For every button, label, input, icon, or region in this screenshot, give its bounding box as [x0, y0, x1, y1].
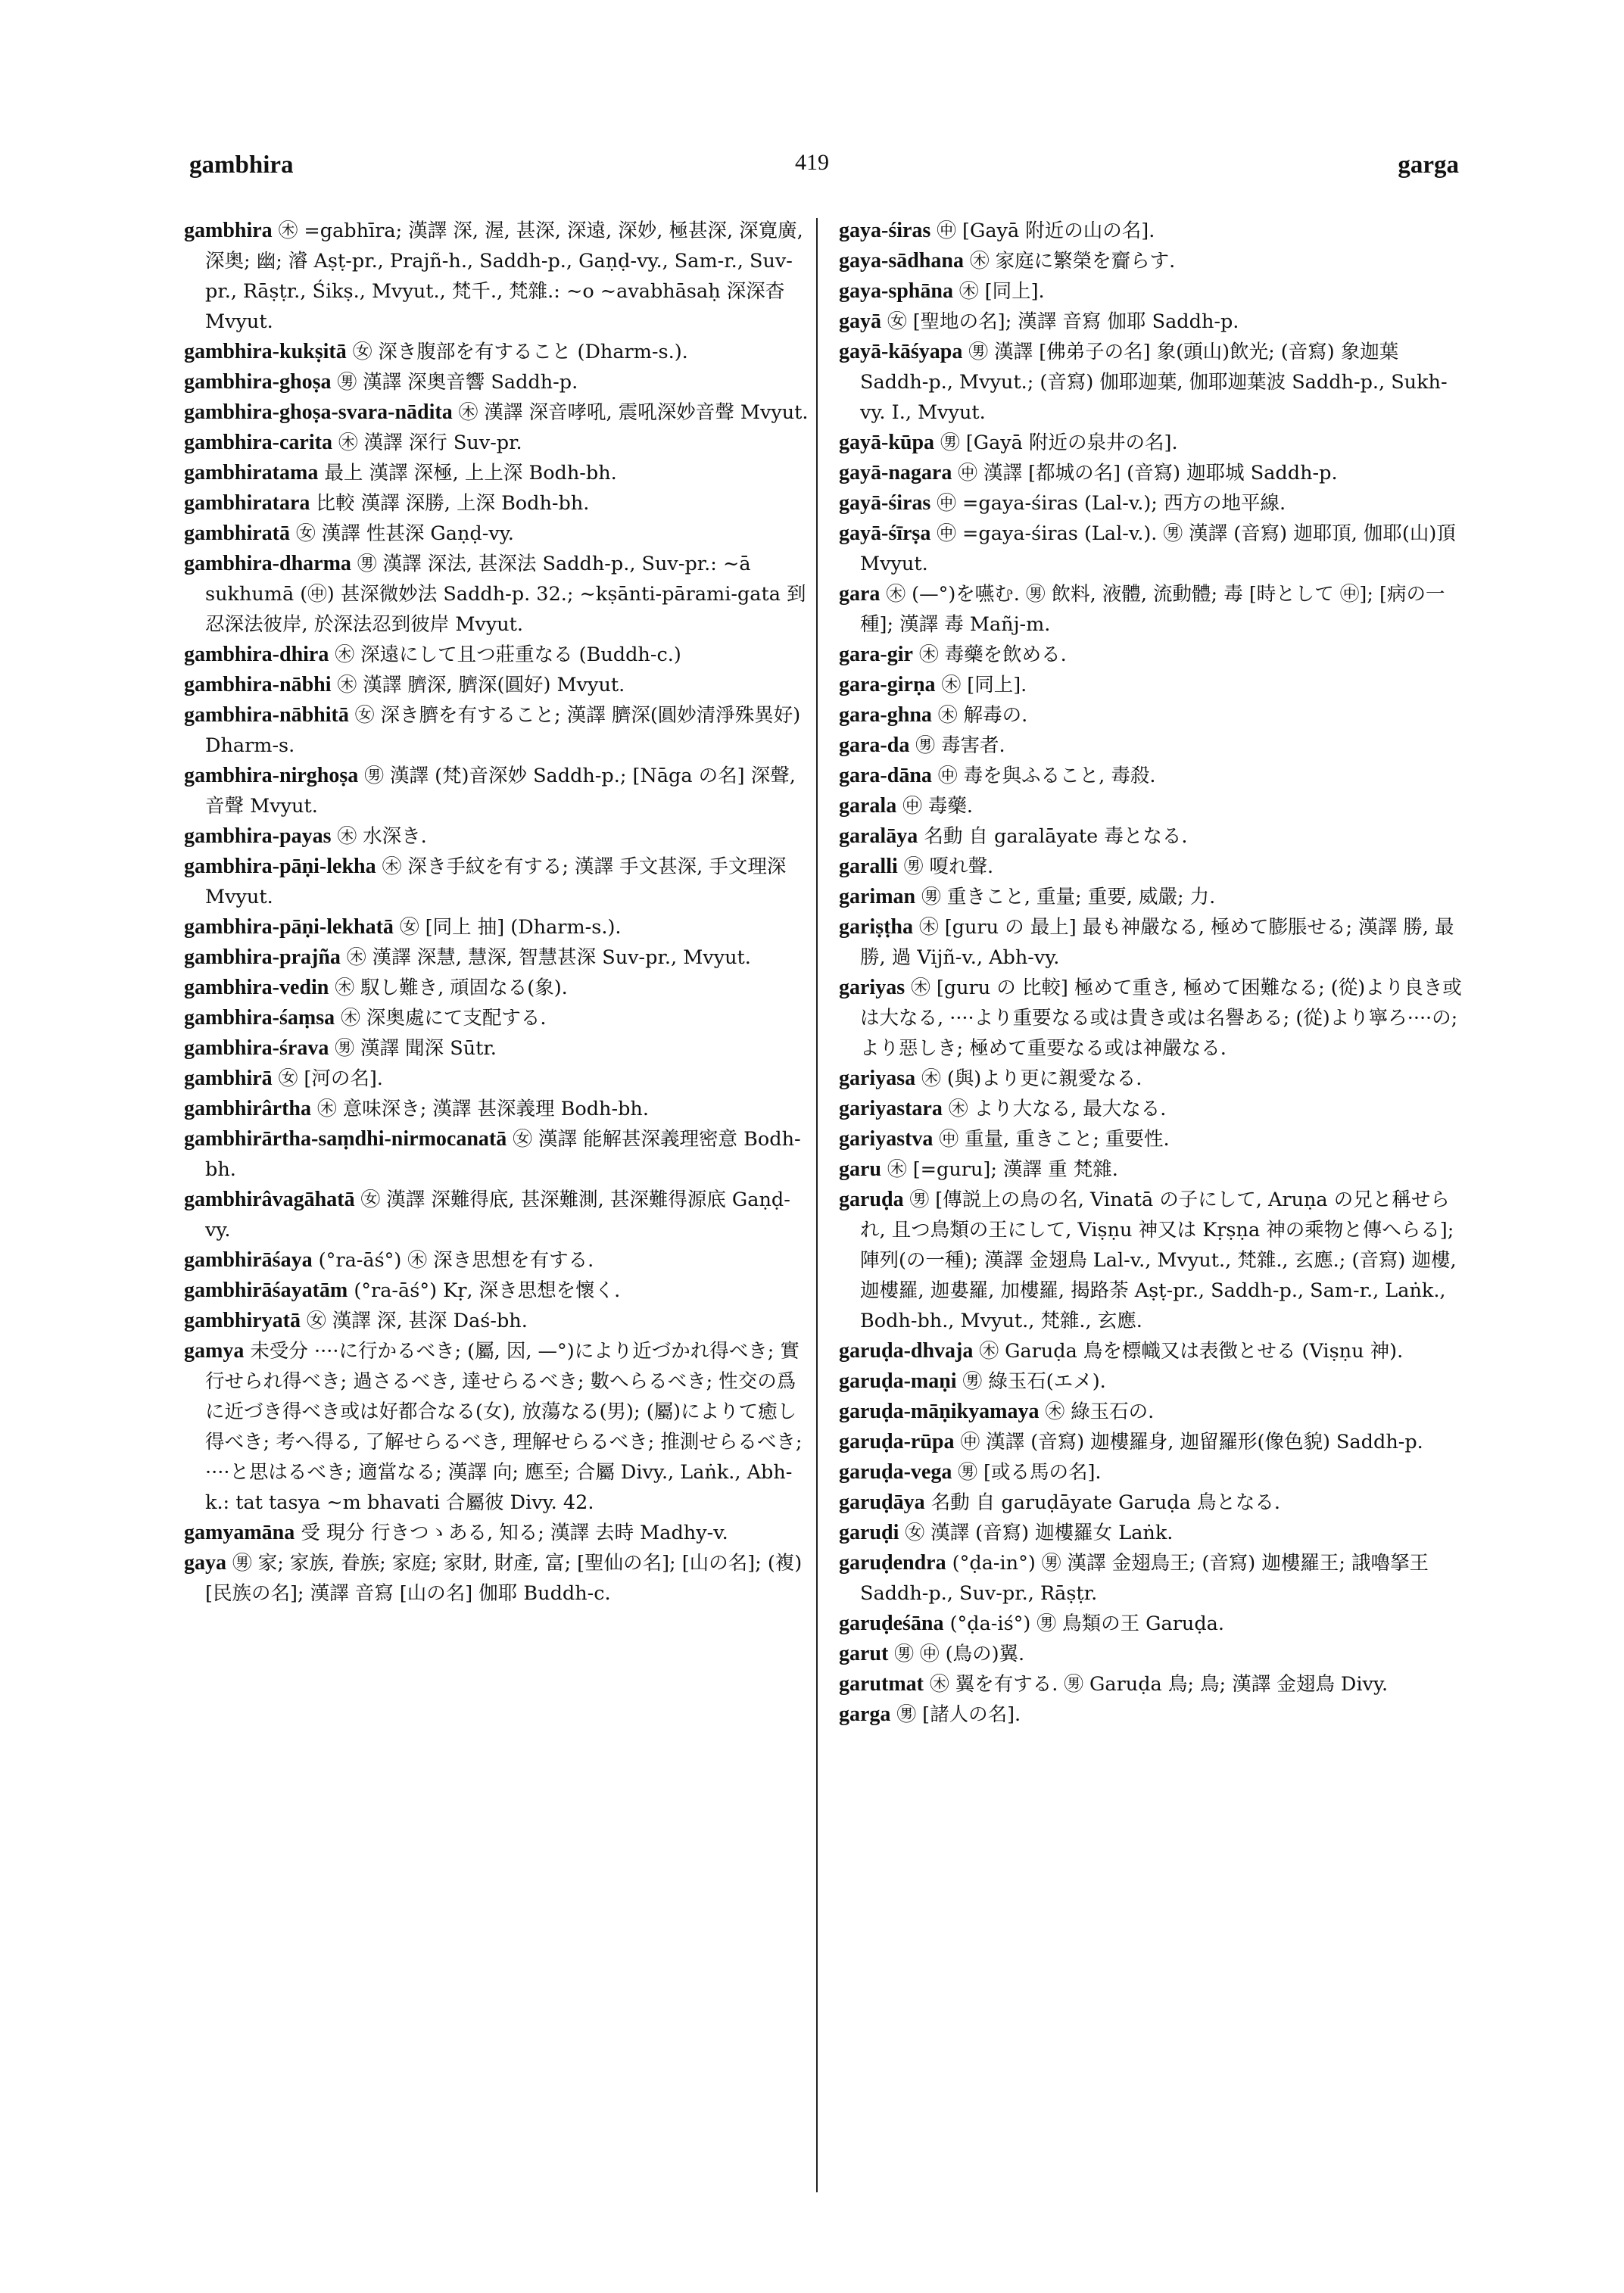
headword: garuḍeśāna: [839, 1612, 944, 1635]
dictionary-entry: [839, 1639, 1463, 1669]
entry-definition: (°ḍa-in°) ㊚ 漢譯 金翅鳥王; (音寫) 迦樓羅王; 誐嚕拏王 Saddh-p., Suv-pr., Rāṣṭr.: [860, 1552, 1429, 1605]
headword: gayā-śiras: [839, 491, 931, 515]
headword: gaya: [184, 1551, 226, 1575]
entry-definition: ㊛ 深き臍を有すること; 漢譯 臍深(圓妙清淨殊異好) Dharm-s.: [205, 704, 801, 757]
headword: gambhira-nirghoṣa: [184, 764, 359, 787]
headword: gayā-śīrṣa: [839, 522, 931, 545]
dictionary-entry: [184, 942, 809, 973]
entry-definition: ㊍ 深き手紋を有する; 漢譯 手文甚深, 手文理深 Mvyut.: [205, 855, 787, 908]
headword: garga: [839, 1703, 891, 1726]
dictionary-entry: [184, 549, 809, 640]
entry-definition: ㊍ [guru の 比較] 極めて重き, 極めて困難なる; (從)より良き或は大なる, ····より重要なる或は貴き或は名譽ある; (從)より寧ろ····の; より惡しき; 極めて重要なる或は神嚴なる.: [860, 977, 1462, 1060]
dictionary-entry: [839, 700, 1463, 731]
headword: gariyastara: [839, 1097, 943, 1120]
headword: garuḍendra: [839, 1551, 946, 1575]
entry-definition: ㊍ 翼を有する. ㊚ Garuḍa 鳥; 鳥; 漢譯 金翅鳥 Divy.: [923, 1673, 1389, 1696]
dictionary-entry: [184, 1548, 809, 1609]
entry-definition: ㊥ 重量, 重きこと; 重要性.: [933, 1128, 1170, 1151]
running-head-left: gambhira: [189, 151, 294, 179]
headword: gara-gir: [839, 643, 913, 666]
dictionary-entry: [839, 1366, 1463, 1397]
entry-definition: ㊍ 解毒の.: [931, 704, 1028, 727]
entry-definition: (°ḍa-iś°) ㊚ 鳥類の王 Garuḍa.: [943, 1612, 1224, 1635]
entry-definition: ㊍ (—°)を嚥む. ㊚ 飲料, 液體, 流動體; 毒 [時として ㊥]; [病の一種]; 漢譯 毒 Mañj-m.: [860, 583, 1445, 636]
dictionary-entry: [839, 821, 1463, 852]
headword: gara: [839, 582, 881, 606]
entry-definition: ㊍ 深奥處にて支配する.: [335, 1007, 547, 1030]
column-divider: [816, 218, 818, 2192]
entry-definition: ㊚ 漢譯 深法, 甚深法 Saddh-p., Suv-pr.: ∼ā sukhumā (㊥) 甚深微妙法 Saddh-p. 32.; ∼kṣānti-pārami-gata 到忍深法彼岸, 於深法忍到彼岸 Mvyut.: [205, 553, 806, 636]
headword: garuḍāya: [839, 1491, 925, 1514]
dictionary-entry: [184, 1064, 809, 1094]
headword: garut: [839, 1642, 889, 1665]
headword: gambhira-ghoṣa-svara-nādita: [184, 400, 453, 424]
dictionary-entry: [839, 1427, 1463, 1457]
headword: garala: [839, 794, 897, 818]
headword: garalāya: [839, 824, 918, 848]
entry-definition: ㊛ 漢譯 能解甚深義理密意 Bodh-bh.: [205, 1128, 801, 1181]
headword: gambhirā: [184, 1067, 273, 1090]
entry-definition: ㊍ 漢譯 深行 Suv-pr.: [332, 431, 522, 454]
headword: gambhira: [184, 219, 273, 242]
headword: gambhirārtha-saṃdhi-nirmocanatā: [184, 1127, 507, 1151]
entry-definition: ㊍ 漢譯 臍深, 臍深(圓好) Mvyut.: [331, 674, 625, 696]
dictionary-entry: [839, 1609, 1463, 1639]
headword: garuḍa-vega: [839, 1460, 952, 1484]
dictionary-entry: [839, 731, 1463, 761]
headword: gambhira-śrava: [184, 1036, 329, 1060]
headword: gariṣṭha: [839, 915, 913, 939]
headword: gamyamāna: [184, 1521, 295, 1544]
headword: gayā-kāśyapa: [839, 340, 963, 363]
entry-definition: ㊚ [傳説上の鳥の名, Vinatā の子にして, Aruṇa の兄と稱せられ, 且つ鳥類の王にして, Viṣṇu 神又は Kṛṣṇa 神の乘物と傳へらる]; 陣列(の一種); 漢譯 金翅鳥 Lal-v., Mvyut., 梵雜., 玄應.; (音寫) 迦樓, 迦樓羅, 迦婁羅, 加樓羅, 揭路荼 Aṣṭ-pr., Saddh-p., Sam-r., Laṅk., Bodh-bh., Mvyut., 梵雜., 玄應.: [860, 1189, 1457, 1332]
dictionary-entry: [839, 1397, 1463, 1427]
entry-definition: ㊚ ㊥ (鳥の)翼.: [888, 1643, 1025, 1665]
headword: garuḍa-rūpa: [839, 1430, 955, 1453]
entry-definition: ㊚ 漢譯 聞深 Sūtr.: [329, 1037, 497, 1060]
page-number: 419: [795, 150, 829, 175]
dictionary-entry: [184, 428, 809, 458]
entry-definition: ㊥ 漢譯 [都城の名] (音寫) 迦耶城 Saddh-p.: [952, 462, 1338, 484]
dictionary-entry: [839, 1457, 1463, 1488]
headword: gaya-sādhana: [839, 249, 964, 273]
entry-definition: ㊚ [或る馬の名].: [952, 1461, 1102, 1484]
dictionary-entry: [184, 488, 809, 519]
headword: gambhiryatā: [184, 1309, 301, 1332]
headword: gambhiratama: [184, 461, 319, 484]
dictionary-entry: [184, 852, 809, 912]
dictionary-entry: [839, 216, 1463, 246]
dictionary-entry: [839, 791, 1463, 821]
entry-definition: ㊚ 嗄れ聲.: [897, 855, 994, 878]
headword: gambhirârtha: [184, 1097, 311, 1120]
dictionary-entry: [839, 579, 1463, 640]
entry-definition: ㊚ 重きこと, 重量; 重要, 威嚴; 力.: [915, 886, 1216, 908]
headword: gambhirāśaya: [184, 1248, 313, 1272]
dictionary-entry: [184, 973, 809, 1003]
headword: gariyas: [839, 976, 906, 999]
headword: gambhira-dhira: [184, 643, 329, 666]
headword: gambhira-kukṣitā: [184, 340, 347, 363]
dictionary-entry: [184, 1003, 809, 1033]
dictionary-entry: [839, 640, 1463, 670]
entry-definition: ㊍ 毒藥を飲める.: [912, 643, 1067, 666]
dictionary-entry: [839, 307, 1463, 337]
dictionary-entry: [184, 1033, 809, 1064]
entry-definition: ㊍ Garuḍa 鳥を標幟又は表徴とせる (Viṣṇu 神).: [973, 1340, 1404, 1363]
entry-definition: ㊥ [Gayā 附近の山の名].: [930, 220, 1155, 242]
entry-definition: ㊍ 水深き.: [331, 825, 427, 848]
entry-definition: ㊚ 綠玉石(エメ).: [956, 1370, 1106, 1393]
dictionary-entry: [839, 1185, 1463, 1336]
dictionary-entry: [839, 912, 1463, 973]
entry-definition: 最上 漢譯 深極, 上上深 Bodh-bh.: [318, 462, 617, 484]
headword: garutmat: [839, 1672, 924, 1696]
dictionary-entry: [184, 1306, 809, 1336]
entry-definition: ㊥ =gaya-śiras (Lal-v.). ㊚ 漢譯 (音寫) 迦耶頂, 伽耶(山)頂 Mvyut.: [860, 522, 1456, 575]
dictionary-entry: [839, 337, 1463, 428]
dictionary-entry: [839, 428, 1463, 458]
headword: garuḍa: [839, 1188, 904, 1211]
headword: gaya-śiras: [839, 219, 931, 242]
headword: gambhira-ghoṣa: [184, 370, 332, 394]
headword: gambhira-pāṇi-lekhatā: [184, 915, 394, 939]
dictionary-entry: [184, 1518, 809, 1548]
dictionary-entry: [839, 852, 1463, 882]
dictionary-entry: [839, 1064, 1463, 1094]
dictionary-entry: [839, 1669, 1463, 1699]
entry-definition: ㊍ 意味深き; 漢譯 甚深義理 Bodh-bh.: [311, 1098, 649, 1120]
entry-definition: ㊚ 漢譯 [佛弟子の名] 象(頭山)飲光; (音寫) 象迦葉 Saddh-p., Mvyut.; (音寫) 伽耶迦葉, 伽耶迦葉波 Saddh-p., Sukh-vy. I., Mvyut.: [860, 341, 1448, 424]
entry-definition: ㊛ 漢譯 (音寫) 迦樓羅女 Laṅk.: [899, 1522, 1174, 1544]
entry-definition: ㊛ [聖地の名]; 漢譯 音寫 伽耶 Saddh-p.: [881, 310, 1239, 333]
headword: garu: [839, 1157, 881, 1181]
headword: gamya: [184, 1339, 245, 1363]
dictionary-entry: [184, 1336, 809, 1518]
entry-definition: ㊛ [同上 抽] (Dharm-s.).: [393, 916, 622, 939]
headword: garuḍa-māṇikyamaya: [839, 1400, 1040, 1423]
entry-definition: ㊥ =gaya-śiras (Lal-v.); 西方の地平線.: [930, 492, 1286, 515]
headword: gariyasa: [839, 1067, 916, 1090]
dictionary-entry: [184, 367, 809, 397]
headword: gara-girṇa: [839, 673, 936, 696]
headword: gayā: [839, 310, 881, 333]
entry-definition: 受 現分 行きつゝある, 知る; 漢譯 去時 Madhy-v.: [295, 1522, 728, 1544]
dictionary-entry: [839, 1699, 1463, 1730]
dictionary-entry: [839, 973, 1463, 1064]
entry-definition: ㊚ [Gayā 附近の泉井の名].: [934, 431, 1178, 454]
headword: gambhirâvagāhatā: [184, 1188, 355, 1211]
headword: gayā-nagara: [839, 461, 952, 484]
dictionary-entry: [184, 397, 809, 428]
dictionary-entry: [184, 670, 809, 700]
entry-definition: ㊛ 深き腹部を有すること (Dharm-s.).: [346, 341, 688, 363]
headword: gara-da: [839, 734, 910, 757]
entry-definition: ㊛ 漢譯 深難得底, 甚深難測, 甚深難得源底 Gaṇḍ-vy.: [205, 1189, 790, 1242]
entry-definition: ㊥ 毒藥.: [896, 795, 974, 818]
dictionary-entry: [184, 1245, 809, 1276]
dictionary-entry: [184, 216, 809, 337]
dictionary-entry: [839, 1336, 1463, 1366]
headword: garuḍa-maṇi: [839, 1369, 957, 1393]
headword: gambhira-prajña: [184, 946, 341, 969]
headword: gambhira-vedin: [184, 976, 329, 999]
dictionary-entry: [184, 912, 809, 942]
headword: gambhiratara: [184, 491, 310, 515]
dictionary-entry: [184, 640, 809, 670]
entry-definition: ㊍ 家庭に繁榮を齎らす.: [963, 250, 1176, 273]
dictionary-entry: [839, 458, 1463, 488]
dictionary-entry: [839, 1094, 1463, 1124]
entry-definition: ㊛ [河の名].: [272, 1067, 383, 1090]
entry-definition: 名動 自 garalāyate 毒となる.: [918, 825, 1188, 848]
dictionary-entry: [184, 458, 809, 488]
entry-definition: ㊍ [同上].: [952, 280, 1045, 303]
entry-definition: ㊥ 毒を與ふること, 毒殺.: [931, 765, 1156, 787]
dictionary-entry: [839, 246, 1463, 276]
headword: gara-ghna: [839, 703, 932, 727]
entry-definition: ㊍ [同上].: [935, 674, 1027, 696]
dictionary-entry: [184, 700, 809, 761]
dictionary-entry: [839, 670, 1463, 700]
headword: gambhirāśayatām: [184, 1279, 348, 1302]
dictionary-entry: [184, 519, 809, 549]
entry-definition: ㊥ 漢譯 (音寫) 迦樓羅身, 迦留羅形(像色貌) Saddh-p.: [954, 1431, 1423, 1453]
entry-definition: (°ra-āś°) Kṛ, 深き思想を懷く.: [348, 1279, 621, 1302]
headword: gambhira-śaṃsa: [184, 1006, 335, 1030]
dictionary-entry: [839, 1488, 1463, 1518]
entry-definition: ㊛ 漢譯 性甚深 Gaṇḍ-vy.: [290, 522, 514, 545]
dictionary-entry: [184, 337, 809, 367]
dictionary-entry: [839, 882, 1463, 912]
entry-definition: ㊛ 漢譯 深, 甚深 Daś-bh.: [301, 1310, 528, 1332]
dictionary-entry: [184, 1276, 809, 1306]
entry-definition: 比較 漢譯 深勝, 上深 Bodh-bh.: [310, 492, 590, 515]
dictionary-entry: [839, 276, 1463, 307]
entry-definition: ㊍ 馭し難き, 頑固なる(象).: [329, 977, 568, 999]
dictionary-entry: [839, 488, 1463, 519]
dictionary-entry: [839, 761, 1463, 791]
entry-definition: ㊍ より大なる, 最大なる.: [942, 1098, 1167, 1120]
dictionary-entry: [184, 821, 809, 852]
entry-definition: ㊚ 毒害者.: [909, 734, 1005, 757]
dictionary-entry: [184, 761, 809, 821]
entry-definition: ㊍ 漢譯 深音哮吼, 震吼深妙音聲 Mvyut.: [452, 401, 809, 424]
entry-definition: ㊍ 漢譯 深慧, 慧深, 智慧甚深 Suv-pr., Mvyut.: [340, 946, 751, 969]
entry-definition: ㊚ 家; 家族, 眷族; 家庭; 家財, 財產, 富; [聖仙の名]; [山の名]; (複) [民族の名]; 漢譯 音寫 [山の名] 伽耶 Buddh-c.: [205, 1552, 803, 1605]
headword: gambhiratā: [184, 522, 290, 545]
headword: gambhira-dharma: [184, 552, 351, 575]
headword: gayā-kūpa: [839, 431, 935, 454]
headword: garuḍi: [839, 1521, 899, 1544]
right-column: [839, 216, 1463, 1730]
dictionary-entry: [184, 1124, 809, 1185]
entry-definition: ㊍ 深遠にして且つ莊重なる (Buddh-c.): [329, 643, 681, 666]
entry-definition: (°ra-āś°) ㊍ 深き思想を有する.: [312, 1249, 594, 1272]
headword: gambhira-payas: [184, 824, 332, 848]
headword: gariyastva: [839, 1127, 934, 1151]
headword: garuḍa-dhvaja: [839, 1339, 974, 1363]
headword: gaya-sphāna: [839, 279, 953, 303]
dictionary-entry: [184, 1094, 809, 1124]
entry-definition: ㊍ =gabhīra; 漢譯 深, 渥, 甚深, 深遠, 深妙, 極甚深, 深寛廣, 深奥; 幽; 濬 Aṣṭ-pr., Prajñ-h., Saddh-p., Gaṇḍ-vy., Sam-r., Suv-pr., Rāṣṭr., Śikṣ., Mvyut., 梵千., 梵雜.: ∼o ∼avabhāsaḥ 深深杳 Mvyut.: [205, 220, 803, 333]
dictionary-entry: [839, 1154, 1463, 1185]
headword: gariman: [839, 885, 916, 908]
headword: gambhira-nābhitā: [184, 703, 349, 727]
dictionary-entry: [839, 1124, 1463, 1154]
entry-definition: 名動 自 garuḍāyate Garuḍa 鳥となる.: [924, 1491, 1281, 1514]
dictionary-entry: [184, 1185, 809, 1245]
entry-definition: ㊍ 綠玉石の.: [1039, 1400, 1155, 1423]
headword: gambhira-pāṇi-lekha: [184, 855, 376, 878]
dictionary-entry: [839, 1518, 1463, 1548]
headword: garalli: [839, 855, 898, 878]
headword: gambhira-carita: [184, 431, 332, 454]
dictionary-entry: [839, 519, 1463, 579]
headword: gambhira-nābhi: [184, 673, 332, 696]
entry-definition: ㊍ (與)より更に親愛なる.: [915, 1067, 1142, 1090]
running-head-right: garga: [1398, 151, 1459, 179]
headword: gara-dāna: [839, 764, 932, 787]
entry-definition: ㊚ 漢譯 (梵)音深妙 Saddh-p.; [Nāga の名] 深聲, 音聲 Mvyut.: [205, 765, 796, 818]
entry-definition: ㊍ [guru の 最上] 最も神嚴なる, 極めて膨脹せる; 漢譯 勝, 最勝, 過 Vijñ-v., Abh-vy.: [860, 916, 1454, 969]
entry-definition: 未受分 ····に行かるべき; (屬, 因, —°)により近づかれ得べき; 實行せられ得べき; 過さるべき, 達せらるべき; 數へらるべき; 性交の爲に近づき得べき或は好都合なる(女), 放蕩なる(男); (屬)によりて癒し得べき; 考へ得る, 了解せらるべき, 理解せらるべき; 推測せらるべき; ····と思はるべき; 適當なる; 漢譯 向; 應至; 合屬 Divy., Laṅk., Abh-k.: tat tasya ∼m bhavati 合屬彼 Divy. 42.: [205, 1340, 803, 1514]
entry-definition: ㊚ 漢譯 深奥音響 Saddh-p.: [331, 371, 578, 394]
left-column: [184, 216, 809, 1609]
entry-definition: ㊍ [=guru]; 漢譯 重 梵雜.: [881, 1158, 1118, 1181]
entry-definition: ㊚ [諸人の名].: [890, 1703, 1021, 1726]
dictionary-entry: [839, 1548, 1463, 1609]
